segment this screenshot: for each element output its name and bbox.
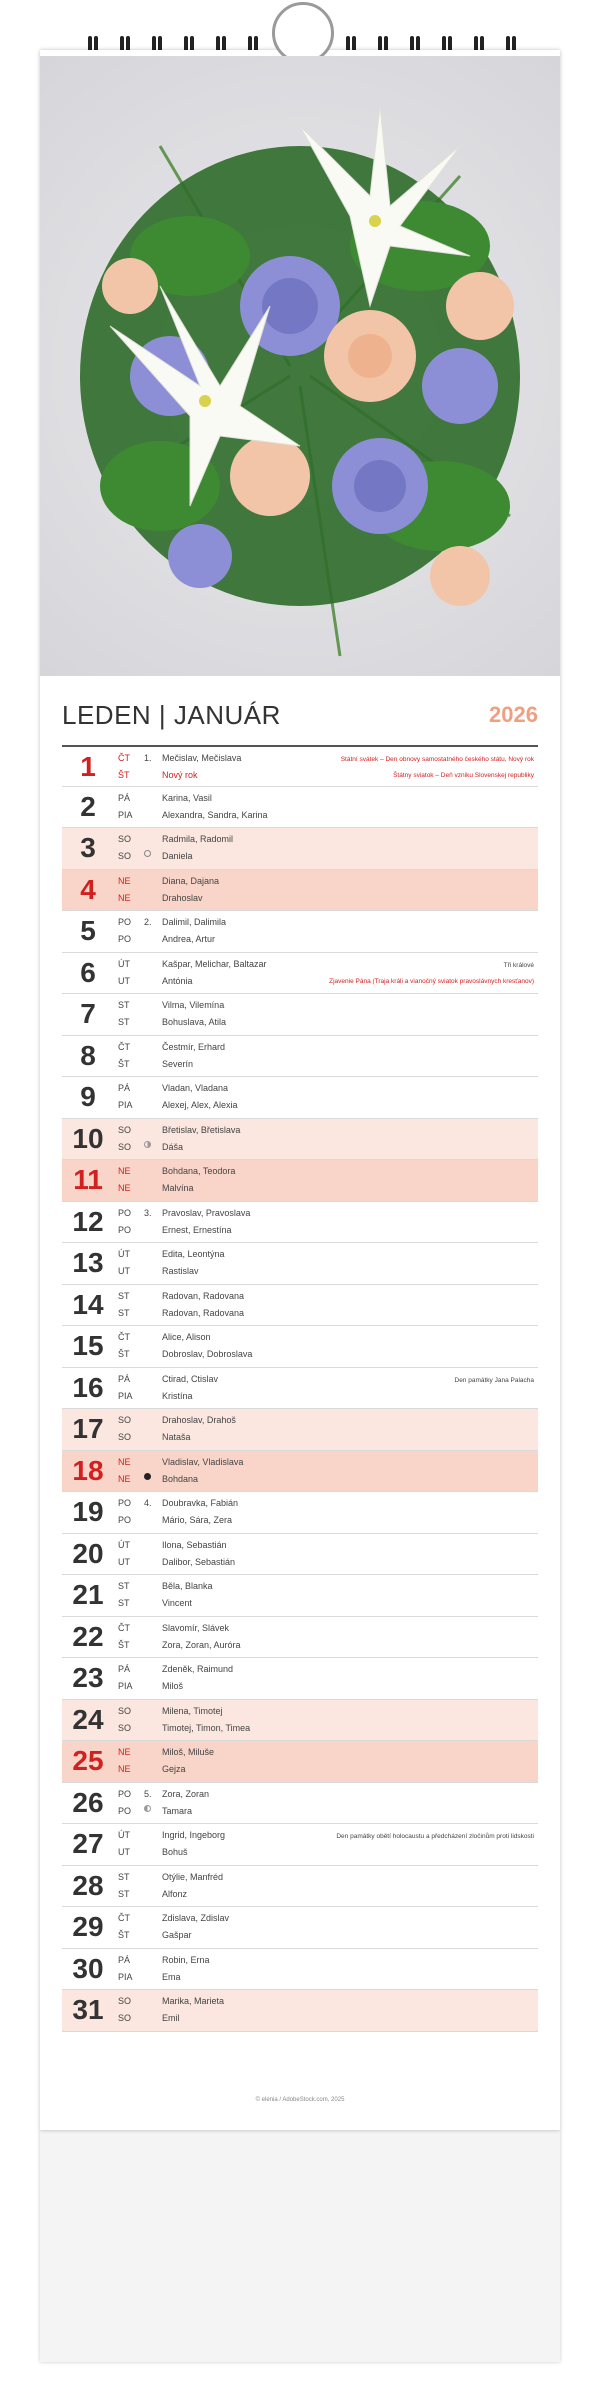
day-number: 24	[72, 1703, 104, 1735]
day-list	[62, 745, 538, 2032]
weekday-sk: PO	[118, 1805, 132, 1816]
weekday-sk: PIA	[118, 809, 133, 820]
weekday-cz: PÁ	[118, 1954, 131, 1965]
nameday-sk: Vincent	[162, 1598, 192, 1608]
weekday-cz: ST	[118, 1581, 130, 1591]
nameday-cz: Vilma, Vilemína	[162, 1000, 225, 1010]
weekday-sk: UT	[118, 1847, 130, 1857]
day-row	[62, 953, 538, 995]
weekday-cz: PO	[118, 917, 132, 927]
copyright-note: © elenia / AdobeStock.com, 2025	[255, 2097, 345, 2103]
month-title: LEDEN | JANUÁR	[62, 700, 281, 730]
weekday-cz: ST	[118, 1000, 130, 1010]
week-number: 5.	[144, 1788, 152, 1799]
day-row	[62, 911, 538, 953]
day-number: 2	[80, 790, 96, 822]
day-row	[62, 994, 538, 1036]
nameday-sk: Malvína	[162, 1183, 194, 1193]
day-number: 18	[72, 1454, 104, 1486]
weekday-sk: ŠT	[118, 1930, 130, 1940]
week-number: 4.	[144, 1498, 152, 1508]
day-number: 21	[72, 1579, 104, 1610]
event-sk: Štátny sviatok – Deň vzniku Slovenskej republiky	[393, 772, 534, 779]
weekday-cz: NE	[118, 1456, 131, 1467]
nameday-cz: Dalimil, Dalimila	[162, 917, 227, 927]
nameday-cz: Vladan, Vladana	[162, 1083, 229, 1093]
weekday-cz: PÁ	[118, 1373, 131, 1384]
moon-phase-icon	[144, 1805, 151, 1812]
weekday-cz: ÚT	[118, 1539, 130, 1550]
day-row	[62, 1036, 538, 1078]
day-number: 15	[72, 1330, 104, 1361]
calendar-header	[62, 700, 538, 730]
weekday-sk: UT	[118, 1556, 130, 1567]
weekday-cz: ST	[118, 1290, 130, 1301]
nameday-sk: Bohdana	[162, 1473, 199, 1484]
weekday-sk: PO	[118, 1224, 132, 1235]
day-row	[62, 1907, 538, 1949]
day-row	[62, 1658, 538, 1700]
weekday-cz: PÁ	[118, 1083, 131, 1093]
week-number: 2.	[144, 917, 152, 927]
weekday-cz: NE	[118, 875, 131, 886]
weekday-sk: SO	[118, 851, 132, 861]
weekday-sk: PIA	[118, 1681, 133, 1691]
weekday-cz: SO	[118, 834, 132, 844]
event-cz: Tři králové	[503, 961, 534, 969]
nameday-sk: Tamara	[162, 1805, 193, 1816]
day-number: 31	[72, 1994, 104, 2025]
flower-bouquet-photo	[40, 56, 560, 676]
weekday-sk: SO	[118, 1432, 132, 1442]
day-number: 4	[80, 873, 96, 905]
weekday-cz: SO	[118, 1124, 132, 1135]
nameday-cz: Alice, Alison	[162, 1332, 211, 1342]
nameday-cz: Pravoslav, Pravoslava	[162, 1207, 251, 1218]
nameday-cz: Doubravka, Fabián	[162, 1498, 239, 1508]
nameday-cz: Marika, Marieta	[162, 1996, 225, 2006]
day-number: 14	[72, 1288, 104, 1320]
day-number: 20	[72, 1537, 104, 1569]
day-row	[62, 1534, 538, 1576]
nameday-sk: Nataša	[162, 1432, 191, 1442]
nameday-sk: Zora, Zoran, Auróra	[162, 1639, 241, 1650]
weekday-sk: NE	[118, 1473, 131, 1484]
weekday-sk: PO	[118, 934, 132, 944]
nameday-sk: Severín	[162, 1058, 194, 1069]
nameday-cz: Diana, Dajana	[162, 875, 220, 886]
day-number: 6	[80, 956, 96, 988]
weekday-sk: ŠT	[118, 1058, 130, 1069]
weekday-cz: SO	[118, 1415, 132, 1425]
weekday-cz: PO	[118, 1498, 132, 1508]
weekday-sk: ŠT	[118, 770, 130, 780]
day-number: 5	[80, 915, 96, 946]
weekday-sk: SO	[118, 1722, 132, 1733]
weekday-sk: PIA	[118, 1100, 133, 1110]
nameday-cz: Radovan, Radovana	[162, 1290, 245, 1301]
weekday-sk: PIA	[118, 1390, 133, 1401]
day-row	[62, 1492, 538, 1534]
day-row	[62, 1783, 538, 1825]
day-number: 27	[72, 1828, 104, 1859]
back-sheet	[40, 2130, 560, 2362]
nameday-sk: Bohuš	[162, 1847, 188, 1857]
day-row	[62, 1326, 538, 1368]
bouquet-illustration	[40, 56, 560, 676]
day-row	[62, 1866, 538, 1908]
nameday-sk: Ema	[162, 1971, 181, 1982]
weekday-sk: SO	[118, 2013, 132, 2023]
nameday-sk: Gejza	[162, 1764, 186, 1774]
day-number: 13	[72, 1247, 104, 1278]
nameday-cz: Milena, Timotej	[162, 1705, 223, 1716]
nameday-cz: Bohdana, Teodora	[162, 1166, 236, 1176]
weekday-cz: SO	[118, 1705, 132, 1716]
nameday-cz: Karina, Vasil	[162, 792, 212, 803]
nameday-sk: Ernest, Ernestína	[162, 1224, 232, 1235]
year-label: 2026	[489, 702, 538, 727]
nameday-cz: Kašpar, Melichar, Baltazar	[162, 958, 267, 969]
event-sk: Zjavenie Pána (Traja králi a vianočný sviatok pravoslávnych kresťanov)	[329, 977, 534, 985]
weekday-sk: PO	[118, 1515, 132, 1525]
day-row	[62, 745, 538, 787]
nameday-sk: Antónia	[162, 975, 193, 986]
nameday-cz: Miloš, Miluše	[162, 1747, 215, 1757]
nameday-sk: Andrea, Artur	[162, 934, 216, 944]
day-row	[62, 1824, 538, 1866]
day-row	[62, 1368, 538, 1410]
day-row	[62, 1119, 538, 1161]
day-number: 7	[80, 998, 96, 1029]
weekday-cz: NE	[118, 1166, 131, 1176]
nameday-cz: Ingrid, Ingeborg	[162, 1830, 226, 1840]
moon-phase-icon	[144, 850, 151, 857]
nameday-sk: Daniela	[162, 851, 193, 861]
nameday-cz: Ilona, Sebastián	[162, 1539, 227, 1550]
nameday-sk: Alfonz	[162, 1888, 188, 1899]
weekday-sk: SO	[118, 1141, 132, 1152]
day-number: 29	[72, 1911, 104, 1942]
day-number: 25	[72, 1745, 104, 1776]
nameday-sk: Gašpar	[162, 1930, 192, 1940]
day-number: 22	[72, 1620, 104, 1652]
weekday-cz: PO	[118, 1207, 132, 1218]
weekday-sk: ST	[118, 1888, 130, 1899]
nameday-cz: Vladislav, Vladislava	[162, 1456, 244, 1467]
event-cz: Státní svátek – Den obnovy samostatného českého státu, Nový rok	[340, 756, 534, 763]
day-number: 8	[80, 1039, 96, 1071]
nameday-cz: Otýlie, Manfréd	[162, 1871, 224, 1882]
nameday-cz: Radmila, Radomil	[162, 834, 234, 844]
weekday-sk: ŠT	[118, 1639, 130, 1650]
nameday-cz: Běla, Blanka	[162, 1581, 213, 1591]
nameday-sk: Dáša	[162, 1141, 184, 1152]
weekday-cz: ÚT	[118, 1830, 130, 1840]
weekday-cz: ČT	[118, 1913, 130, 1923]
nameday-sk: Dobroslav, Dobroslava	[162, 1349, 253, 1359]
weekday-cz: ČT	[118, 1622, 130, 1633]
day-row	[62, 1160, 538, 1202]
day-row	[62, 1990, 538, 2032]
nameday-sk: Alexej, Alex, Alexia	[162, 1100, 238, 1110]
day-number: 26	[72, 1786, 104, 1818]
day-number: 30	[72, 1952, 104, 1984]
weekday-cz: ČT	[118, 1332, 130, 1342]
nameday-cz: Zora, Zoran	[162, 1788, 210, 1799]
nameday-cz: Edita, Leontýna	[162, 1249, 225, 1259]
day-row	[62, 1243, 538, 1285]
day-number: 3	[80, 832, 96, 863]
day-row	[62, 1949, 538, 1991]
weekday-sk: UT	[118, 975, 130, 986]
nameday-sk: Mário, Sára, Zera	[162, 1515, 233, 1525]
weekday-cz: ST	[118, 1871, 130, 1882]
nameday-sk: Nový rok	[162, 770, 198, 780]
nameday-cz: Robin, Erna	[162, 1954, 210, 1965]
nameday-sk: Radovan, Radovana	[162, 1307, 245, 1318]
day-number: 23	[72, 1662, 104, 1693]
nameday-cz: Zdeněk, Raimund	[162, 1664, 234, 1674]
day-row	[62, 828, 538, 870]
nameday-sk: Kristína	[162, 1390, 193, 1401]
nameday-cz: Ctirad, Ctislav	[162, 1373, 219, 1384]
nameday-sk: Emil	[162, 2013, 180, 2023]
day-number: 1	[80, 751, 96, 782]
weekday-sk: PIA	[118, 1971, 133, 1982]
event-cz: Den památky obětí holocaustu a předcházení zločinům proti lidskosti	[336, 1833, 534, 1840]
nameday-cz: Mečislav, Mečislava	[162, 753, 242, 763]
nameday-cz: Břetislav, Břetislava	[162, 1124, 241, 1135]
weekday-sk: NE	[118, 1764, 131, 1774]
day-row	[62, 1285, 538, 1327]
weekday-sk: ST	[118, 1307, 130, 1318]
weekday-cz: ÚT	[118, 1249, 130, 1259]
weekday-cz: PO	[118, 1788, 132, 1799]
day-row	[62, 1451, 538, 1493]
nameday-sk: Drahoslav	[162, 892, 203, 903]
weekday-sk: ST	[118, 1598, 130, 1608]
weekday-cz: PÁ	[118, 1664, 131, 1674]
day-row	[62, 787, 538, 829]
moon-phase-icon	[144, 1473, 151, 1480]
weekday-sk: NE	[118, 1183, 131, 1193]
nameday-sk: Bohuslava, Atila	[162, 1017, 227, 1027]
weekday-sk: NE	[118, 892, 131, 903]
weekday-cz: SO	[118, 1996, 132, 2006]
day-row	[62, 1077, 538, 1119]
day-row	[62, 1575, 538, 1617]
weekday-cz: ÚT	[118, 958, 130, 969]
day-row	[62, 1202, 538, 1244]
nameday-cz: Slavomír, Slávek	[162, 1622, 230, 1633]
day-number: 9	[80, 1081, 96, 1112]
day-number: 19	[72, 1496, 104, 1527]
nameday-sk: Dalibor, Sebastián	[162, 1556, 236, 1567]
weekday-cz: ČT	[118, 1041, 130, 1052]
weekday-sk: ST	[118, 1017, 130, 1027]
day-number: 10	[72, 1122, 104, 1154]
day-number: 17	[72, 1413, 104, 1444]
day-row	[62, 1741, 538, 1783]
nameday-sk: Alexandra, Sandra, Karina	[162, 809, 268, 820]
week-number: 1.	[144, 753, 152, 763]
event-cz: Den památky Jana Palacha	[454, 1376, 534, 1384]
week-number: 3.	[144, 1207, 152, 1218]
nameday-cz: Drahoslav, Drahoš	[162, 1415, 236, 1425]
day-number: 28	[72, 1869, 104, 1901]
nameday-sk: Miloš	[162, 1681, 184, 1691]
day-number: 12	[72, 1205, 104, 1237]
nameday-cz: Čestmír, Erhard	[162, 1041, 226, 1052]
day-number: 16	[72, 1371, 104, 1403]
nameday-sk: Timotej, Timon, Timea	[162, 1722, 251, 1733]
weekday-sk: ŠT	[118, 1349, 130, 1359]
nameday-cz: Zdislava, Zdislav	[162, 1913, 230, 1923]
nameday-sk: Rastislav	[162, 1266, 199, 1276]
day-row	[62, 1617, 538, 1659]
weekday-sk: UT	[118, 1266, 130, 1276]
day-number: 11	[73, 1164, 103, 1195]
weekday-cz: ČT	[118, 753, 130, 763]
day-row	[62, 1409, 538, 1451]
weekday-cz: PÁ	[118, 792, 131, 803]
moon-phase-icon	[144, 1141, 151, 1148]
day-row	[62, 1700, 538, 1742]
weekday-cz: NE	[118, 1747, 131, 1757]
day-row	[62, 870, 538, 912]
